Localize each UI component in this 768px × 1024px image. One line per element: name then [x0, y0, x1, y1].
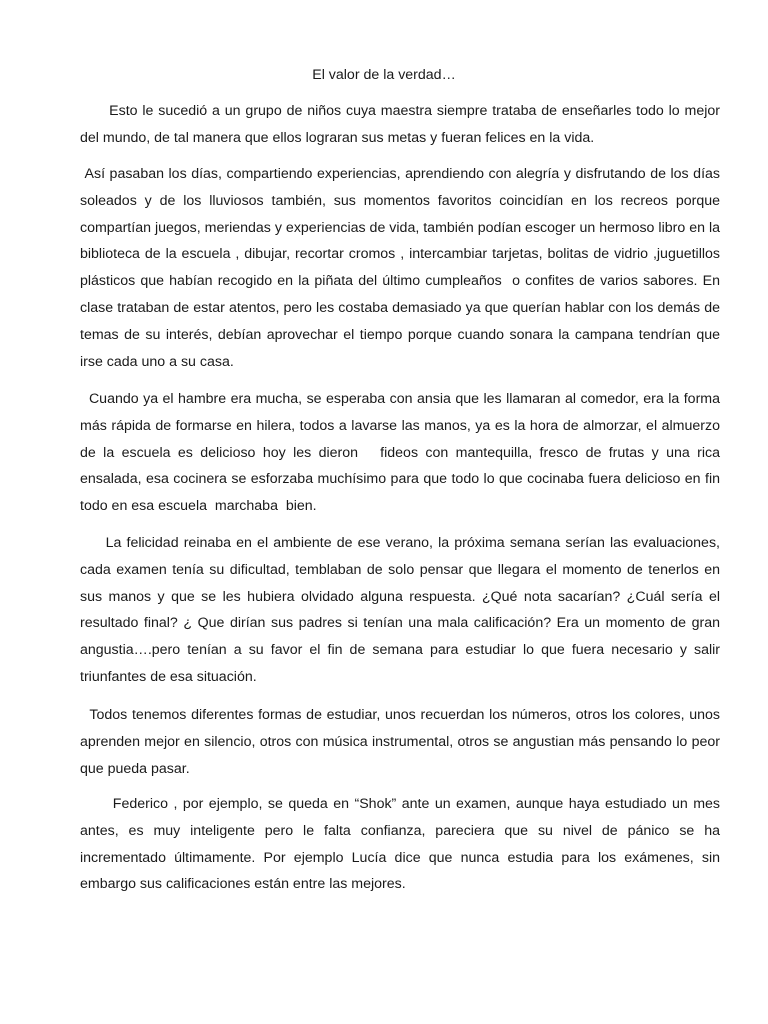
paragraph-1: Esto le sucedió a un grupo de niños cuya maestra siempre trataba de enseñarles todo lo mejor del mundo, de tal manera que ellos lograran sus metas y fueran felices en la vida.: [80, 103, 724, 146]
paragraph-2: Así pasaban los días, compartiendo experiencias, aprendiendo con alegría y disfrutando de los días soleados y de los lluviosos también, sus momentos favoritos coincidían en los recreos porque compartían juegos, meriendas y experiencias de vida, también podían escoger un hermoso libro en la biblioteca de la escuela , dibujar, recortar cromos , intercambiar tarjetas, bolitas de vidrio ,juguetillos plásticos que habían recogido en la piñata del último cumpleaños o confites de varios sabores. En clase trataban de estar atentos, pero les costaba demasiado ya que querían hablar con los demás de temas de su interés, debían aprovechar el tiempo porque cuando sonara la campana tendrían que irse cada uno a su casa.: [80, 166, 724, 370]
paragraph-3: Cuando ya el hambre era mucha, se esperaba con ansia que les llamaran al comedor, era la forma más rápida de formarse en hilera, todos a lavarse las manos, ya es la hora de almorzar, el almuerzo de la escuela es delicioso hoy les dieron fideos con mantequilla, fresco de frutas y una rica ensalada, esa cocinera se esforzaba muchísimo para que todo lo que cocinaba fuera delicioso en fin todo en esa escuela marchaba bien.: [80, 391, 724, 515]
paragraph-4: La felicidad reinaba en el ambiente de ese verano, la próxima semana serían las evaluaciones, cada examen tenía su dificultad, temblaban de solo pensar que llegara el momento de tenerlos en sus manos y que se les hubiera olvidado alguna respuesta. ¿Qué nota sacarían? ¿Cuál sería el resultado final? ¿ Que dirían sus padres si tenían una mala calificación? Era un momento de gran angustia….pero tenían a su favor el fin de semana para estudiar lo que fuera necesario y salir triunfantes de esa situación.: [80, 535, 724, 685]
paragraph-5: Todos tenemos diferentes formas de estudiar, unos recuerdan los números, otros los colores, unos aprenden mejor en silencio, otros con música instrumental, otros se angustian más pensando lo peor que pueda pasar.: [80, 707, 724, 777]
paragraph-6: Federico , por ejemplo, se queda en “Shok” ante un examen, aunque haya estudiado un mes antes, es muy inteligente pero le falta confianza, pareciera que su nivel de pánico se ha incrementado últimamente. Por ejemplo Lucía dice que nunca estudia para los exámenes, sin embargo sus calificaciones están entre las mejores.: [80, 796, 724, 893]
document-title: El valor de la verdad…: [312, 67, 456, 83]
